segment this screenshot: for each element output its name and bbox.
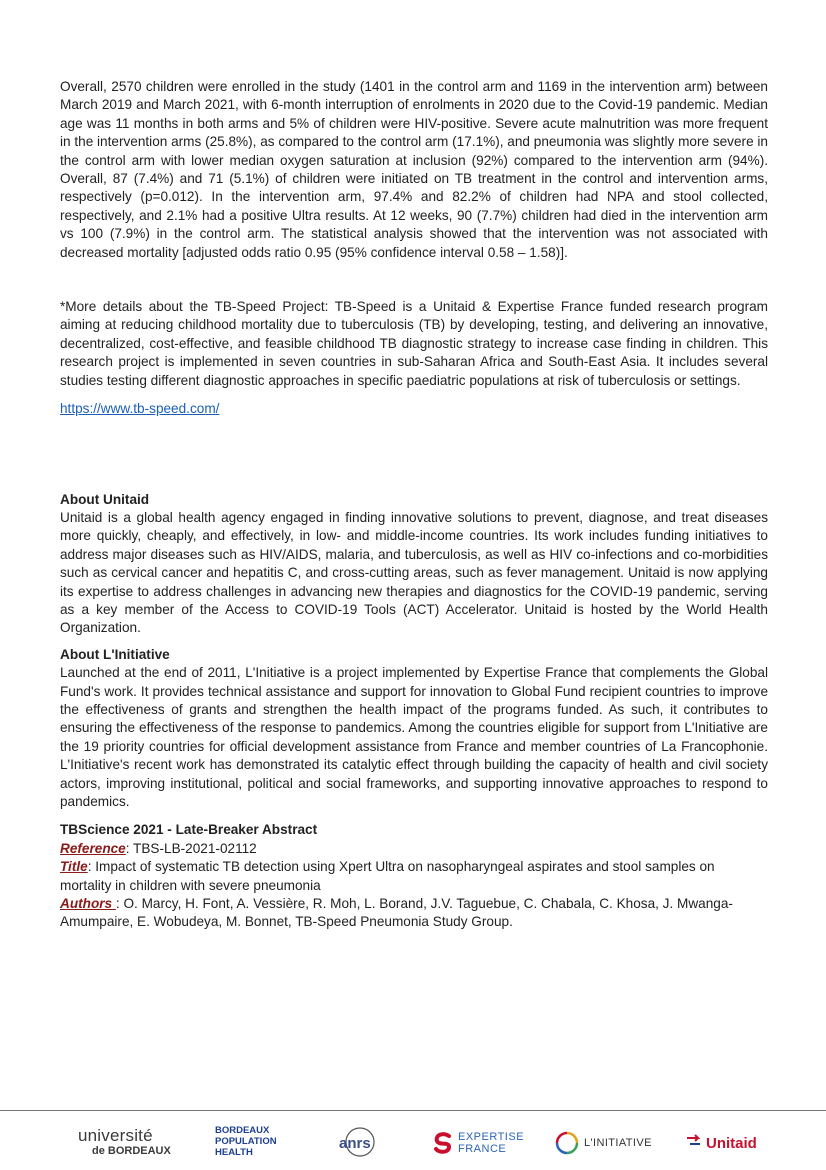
reference-label: Reference <box>60 840 126 856</box>
expertise-line1: EXPERTISE <box>458 1131 525 1143</box>
reference-value: : TBS-LB-2021-02112 <box>125 840 257 856</box>
expertise-france-s-icon <box>433 1132 453 1154</box>
reference-line <box>60 840 768 858</box>
about-initiative-heading: About L'Initiative <box>60 646 170 662</box>
anrs-logo <box>333 1125 383 1161</box>
bph-line1: BORDEAUX <box>215 1125 270 1136</box>
linitiative-text: L'INITIATIVE <box>584 1137 652 1149</box>
universite-bordeaux-logo <box>78 1125 171 1161</box>
linitiative-logo <box>555 1125 652 1161</box>
bph-line2: POPULATION <box>215 1136 277 1147</box>
authors-value: : O. Marcy, H. Font, A. Vessière, R. Moh, L. Borand, J.V. Taguebue, C. Chabala, C. Khosa, J. Mwanga-Amumpaire, E. Wobudeya, M. Bonnet, TB-Speed Pneumonia Study Group. <box>60 896 733 930</box>
universite-bordeaux-logo-line1: université <box>78 1126 153 1145</box>
title-line <box>60 858 768 895</box>
project-details-paragraph: *More details about the TB-Speed Project: TB-Speed is a Unitaid & Expertise France funded research program aiming at reducing childhood mortality due to tuberculosis (TB) by developing, testing, and delivering an innovative, decentralized, cost-effective, and feasible childhood TB diagnostic strategy to increase case finding in children. This research project is implemented in seven countries in sub-Saharan Africa and South-East Asia. It includes several studies testing different diagnostic approaches in specific paediatric populations at risk of tuberculosis or settings. <box>60 299 768 388</box>
unitaid-text: Unitaid <box>706 1134 757 1152</box>
project-website-link[interactable]: https://www.tb-speed.com/ <box>60 401 220 417</box>
anrs-logo-text: anrs <box>339 1135 371 1152</box>
expertise-line2: FRANCE <box>458 1143 507 1155</box>
authors-line <box>60 895 768 932</box>
results-paragraph: Overall, 2570 children were enrolled in the study (1401 in the control arm and 1169 in the intervention arm) between March 2019 and March 2021, with 6-month interruption of enrolments in 2020 due to the Covid-19 pandemic. Median age was 11 months in both arms and 5% of children were HIV-positive. Severe acute malnutrition was more frequent in the intervention arms (25.8%), as compared to the control arm (17.1%), and pneumonia was slightly more severe in the control arm with lower median oxygen saturation at inclusion (92%) compared to the intervention arm (94%). Overall, 87 (7.4%) and 71 (5.1%) of children were initiated on TB treatment in the control and intervention arms, respectively (p=0.012). In the intervention arm, 97.4% and 82.2% of children had NPA and stool collected, respectively, and 2.1% had a positive Ultra results. At 12 weeks, 90 (7.7%) children had died in the intervention arm vs 100 (7.9%) in the control arm. The statistical analysis showed that the intervention was not associated with decreased mortality [adjusted odds ratio 0.95 (95% confidence interval 0.58 – 1.58)]. <box>60 79 768 260</box>
bordeaux-population-health-logo <box>215 1125 277 1161</box>
about-unitaid-heading: About Unitaid <box>60 491 150 507</box>
universite-bordeaux-logo-line2: de BORDEAUX <box>92 1145 171 1157</box>
title-label: Title <box>60 859 88 875</box>
bph-line3: HEALTH <box>215 1147 253 1158</box>
unitaid-logo <box>686 1125 757 1161</box>
about-initiative-text: Launched at the end of 2011, L'Initiative is a project implemented by Expertise France that complements the Global Fund's work. It provides technical assistance and support for innovation to Global Fund recipient countries to improve the effectiveness of grants and strengthen the health impact of the programs funded. As such, it contributes to ensuring the effectiveness of the response to pandemics. Among the countries eligible for support from L'Initiative are the 19 priority countries for official development assistance from France and member countries of La Francophonie. L'Initiative's recent work has demonstrated its catalytic effect through building the capacity of health and civil society actors, improving institutional, political and social frameworks, and supporting innovative approaches to respond to pandemics. <box>60 665 768 809</box>
anrs-logo-icon <box>333 1125 383 1161</box>
unitaid-arrow-icon <box>686 1134 704 1152</box>
title-value: : Impact of systematic TB detection using Xpert Ultra on nasopharyngeal aspirates and stool samples on mortality in children with severe pneumonia <box>60 859 715 893</box>
abstract-heading: TBScience 2021 - Late-Breaker Abstract <box>60 822 318 838</box>
about-unitaid-text: Unitaid is a global health agency engaged in finding innovative solutions to prevent, diagnose, and treat diseases more quickly, cheaply, and effectively, in low- and middle-income countries. Its work includes funding initiatives to address major diseases such as HIV/AIDS, malaria, and tuberculosis, as well as HIV co-infections and co-morbidities such as cervical cancer and hepatitis C, and cross-cutting areas, such as fever management. Unitaid is now applying its expertise to address challenges in advancing new therapies and diagnostics for the COVID-19 pandemic, serving as a key member of the Access to COVID-19 Tools (ACT) Accelerator. Unitaid is hosted by the World Health Organization. <box>60 509 768 636</box>
authors-label: Authors <box>60 896 116 912</box>
footer-logo-bar <box>0 1110 826 1170</box>
document-body <box>60 78 768 932</box>
expertise-france-logo <box>433 1125 524 1161</box>
linitiative-circle-icon <box>555 1131 579 1155</box>
